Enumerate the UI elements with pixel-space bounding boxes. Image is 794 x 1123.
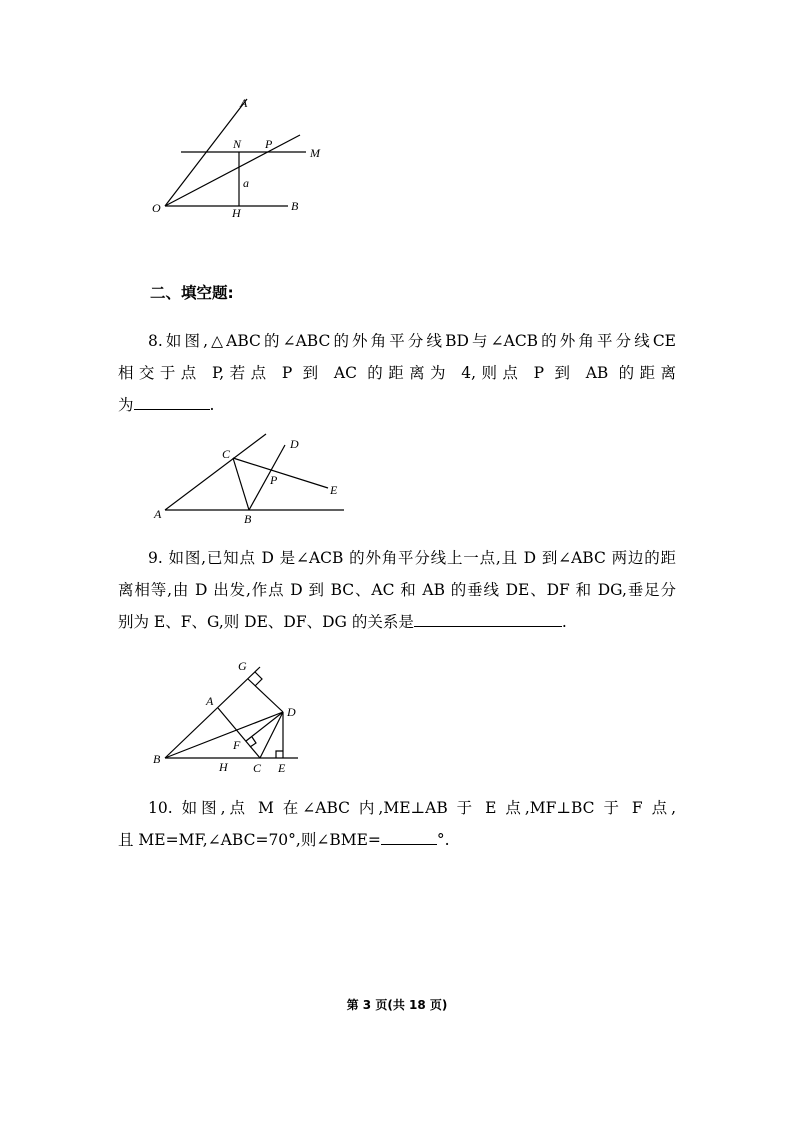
label-N: N (233, 137, 242, 151)
label-O: O (152, 201, 161, 215)
q8-line2: 相交于点 P,若点 P 到 AC 的距离为 4,则点 P 到 AB 的距离 (118, 364, 676, 382)
label-a: a (243, 176, 249, 190)
q10-line2-suffix: °. (436, 831, 450, 849)
question-8 (118, 325, 676, 421)
ray-bd (249, 445, 285, 510)
label-P: P (265, 137, 273, 151)
line-ac-extended (165, 434, 266, 510)
segment-df (246, 712, 283, 741)
label-F: F (233, 738, 241, 752)
q9-answer-blank[interactable] (414, 608, 562, 627)
label-A: A (206, 694, 214, 708)
q8-line3-prefix: 为 (118, 396, 134, 414)
q9-line3-suffix: . (561, 613, 567, 631)
q9-line1: 9. 如图,已知点 D 是∠ACB 的外角平分线上一点,且 D 到∠ABC 两边的距 (148, 549, 676, 567)
label-H: H (232, 206, 241, 220)
label-A: A (154, 507, 162, 521)
q8-line3-suffix: . (209, 396, 215, 414)
label-D: D (287, 705, 296, 719)
figure-perpendiculars (145, 655, 310, 775)
label-H: H (219, 760, 228, 774)
label-M: M (310, 146, 320, 160)
section-heading: 二、填空题: (150, 284, 234, 302)
right-angle-mark-g (255, 672, 262, 686)
label-C: C (222, 447, 231, 461)
label-B: B (291, 199, 299, 213)
q9-line2: 离相等,由 D 出发,作点 D 到 BC、AC 和 AB 的垂线 DE、DF 和 DG,垂足分 (118, 581, 676, 599)
q10-line2-prefix: 且 ME=MF,∠ABC=70°,则∠BME= (118, 831, 381, 849)
segment-cb (233, 458, 249, 510)
label-B: B (244, 512, 252, 526)
q8-line1: 8.如图,△ABC的∠ABC的外角平分线BD与∠ACB的外角平分线CE (148, 332, 676, 350)
label-G: G (238, 659, 247, 673)
label-D: D (290, 437, 299, 451)
right-angle-mark-e (276, 751, 283, 758)
q8-answer-blank[interactable] (134, 391, 210, 410)
label-C: C (253, 761, 262, 775)
label-A: A (240, 96, 248, 110)
question-9 (118, 542, 676, 638)
q10-answer-blank[interactable] (381, 826, 437, 845)
segment-dg (248, 679, 283, 712)
line-ba-extended (165, 667, 260, 758)
page-footer: 第 3 页(共 18 页) (346, 998, 448, 1012)
figure-exterior-bisectors (150, 432, 350, 528)
figure-angle-bisector (140, 90, 340, 230)
segment-bd (165, 712, 283, 758)
ray-ce (233, 458, 328, 488)
label-E: E (330, 483, 338, 497)
q10-line1: 10. 如图,点 M 在∠ABC 内,ME⊥AB 于 E 点,MF⊥BC 于 F 点, (148, 799, 676, 817)
label-B: B (153, 752, 161, 766)
label-E: E (278, 761, 286, 775)
label-P: P (270, 473, 278, 487)
q9-line3-prefix: 别为 E、F、G,则 DE、DF、DG 的关系是 (118, 613, 414, 631)
question-10 (118, 792, 676, 856)
right-angle-mark-f (250, 737, 256, 747)
